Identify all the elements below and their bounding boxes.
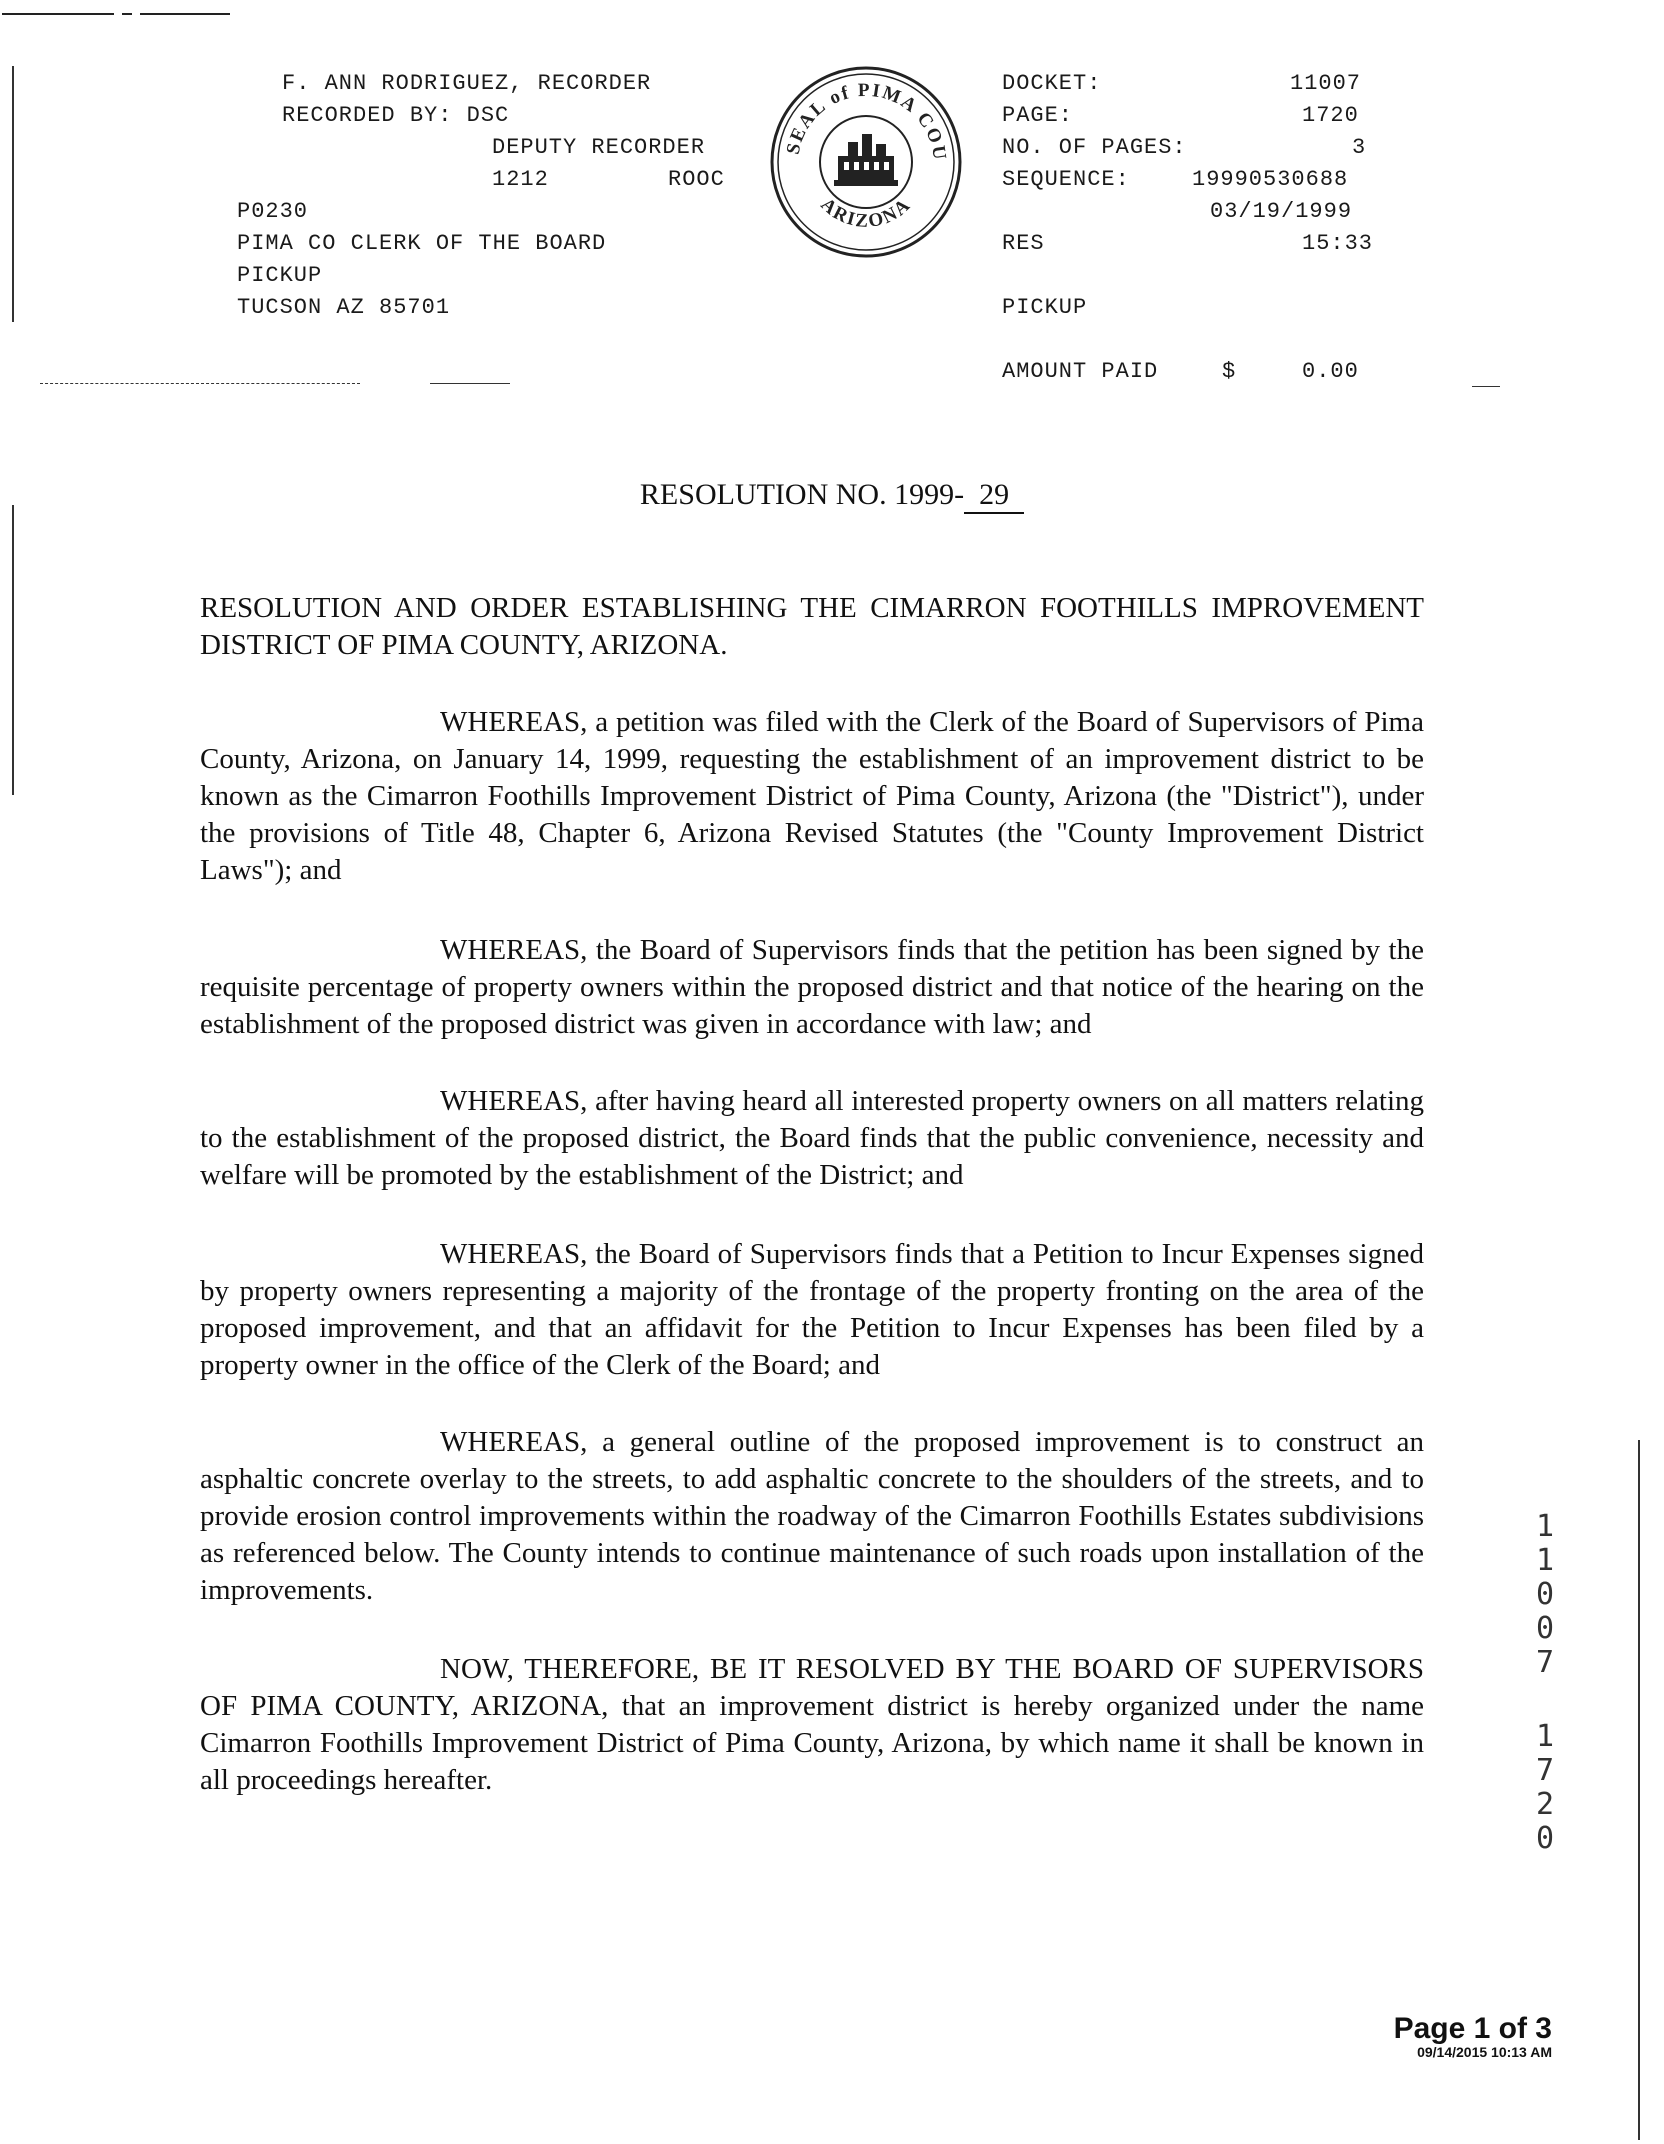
right-edge-line xyxy=(1638,1440,1640,2140)
recording-date: 03/19/1999 xyxy=(1210,199,1353,224)
page-label: PAGE: xyxy=(1002,103,1074,128)
account-code: P0230 xyxy=(237,199,309,224)
whereas-paragraph-3: WHEREAS, after having heard all interested property owners on all matters relating to the establishment of the proposed district, the Board finds that the public convenience, necessity and welfare will be promoted by the establishment of the District; and xyxy=(200,1085,1424,1191)
whereas-paragraph-1: WHEREAS, a petition was filed with the Clerk of the Board of Supervisors of Pima County, Arizona, on January 14, 1999, requesting the establishment of an improvement district to be known as the Cimarron Foothills Improvement District of Pima County, Arizona (the "District"), under the provisions of Title 48, Chapter 6, Arizona Revised Statutes (the "County Improvement District Laws"); and xyxy=(200,706,1424,886)
stamp-gap xyxy=(1532,1680,1558,1720)
page-indicator: Page 1 of 3 xyxy=(1393,2012,1552,2045)
seal-top-text: SEAL of PIMA COU xyxy=(782,79,951,163)
county-seal-graphic xyxy=(768,64,964,260)
recorder-name: F. ANN RODRIGUEZ, RECORDER xyxy=(282,71,652,96)
sequence-value: 19990530688 xyxy=(1192,167,1349,192)
seal-bottom-text: ARIZONA xyxy=(816,194,916,233)
doc-type: RES xyxy=(1002,231,1045,256)
margin-docket-stamp xyxy=(1532,1510,1558,1856)
resolved-paragraph: NOW, THEREFORE, BE IT RESOLVED BY THE BOARD OF SUPERVISORS OF PIMA COUNTY, ARIZONA, that an improvement district is hereby organized under the name Cimarron Foothills Improvement District of Pima County, Arizona, by which name it shall be known in all proceedings hereafter. xyxy=(200,1653,1424,1796)
page-footer xyxy=(1394,2012,1552,2060)
header-separator-2 xyxy=(430,383,510,384)
stamp-digit: 7 xyxy=(1535,1753,1555,1788)
deputy-code: ROOC xyxy=(668,167,725,192)
page-value: 1720 xyxy=(1302,103,1359,128)
svg-text:ARIZONA xyxy=(817,194,916,232)
whereas-paragraph-5: WHEREAS, a general outline of the proposed improvement is to construct an asphaltic concrete overlay to the streets, to add asphaltic concrete to the shoulders of the streets, and to provide erosion control improvements within the roadway of the Cimarron Foothills Estates subdivisions as referenced below. The County intends to continue maintenance of such roads upon installation of the improvements. xyxy=(200,1426,1424,1606)
resolution-number-prefix: RESOLUTION NO. 1999- xyxy=(639,478,965,511)
pages-label: NO. OF PAGES: xyxy=(1002,135,1187,160)
county-seal-icon xyxy=(768,64,964,260)
header-separator-3 xyxy=(1472,386,1500,387)
addressee: PIMA CO CLERK OF THE BOARD xyxy=(237,231,607,256)
stamp-digit: 1 xyxy=(1535,1543,1555,1578)
resolution-title: RESOLUTION AND ORDER ESTABLISHING THE CIMARRON FOOTHILLS IMPROVEMENT DISTRICT OF PIMA COUNTY, ARIZONA. xyxy=(200,592,1424,661)
svg-text:THE SEAL of PIMA COUNTY xyxy=(768,64,950,163)
top-left-rule xyxy=(2,13,114,15)
docket-label: DOCKET: xyxy=(1002,71,1102,96)
top-left-rule-dash xyxy=(122,13,132,15)
stamp-digit: 2 xyxy=(1535,1787,1555,1822)
delivery-method: PICKUP xyxy=(237,263,323,288)
header-separator xyxy=(40,383,360,384)
stamp-digit: 1 xyxy=(1535,1509,1555,1544)
deputy-recorder: DEPUTY RECORDER xyxy=(492,135,706,160)
whereas-paragraph-2: WHEREAS, the Board of Supervisors finds that the petition has been signed by the requisite percentage of property owners within the proposed district and that notice of the hearing on the establishment of the proposed district was given in accordance with law; and xyxy=(200,934,1424,1040)
stamp-digit: 0 xyxy=(1535,1577,1555,1612)
docket-value: 11007 xyxy=(1290,71,1362,96)
whereas-paragraph-4: WHEREAS, the Board of Supervisors finds that a Petition to Incur Expenses signed by property owners representing a majority of the frontage of the property fronting on the area of the proposed improvement, and that an affidavit for the Petition to Incur Expenses has been filed by a property owner in the office of the Clerk of the Board; and xyxy=(200,1238,1424,1381)
resolution-number-value: 29 xyxy=(964,478,1024,514)
currency-symbol: $ xyxy=(1222,359,1237,384)
recorded-by: RECORDED BY: DSC xyxy=(282,103,510,128)
deputy-id: 1212 xyxy=(492,167,549,192)
stamp-digit: 1 xyxy=(1535,1719,1555,1754)
left-edge-line xyxy=(12,66,14,322)
stamp-digit: 0 xyxy=(1535,1611,1555,1646)
pages-value: 3 xyxy=(1352,135,1367,160)
print-timestamp: 09/14/2015 10:13 AM xyxy=(1417,2044,1552,2060)
amount-value: 0.00 xyxy=(1302,359,1359,384)
resolution-number xyxy=(0,478,1664,514)
recording-time: 15:33 xyxy=(1302,231,1374,256)
stamp-digit: 0 xyxy=(1535,1821,1555,1856)
stamp-digit: 7 xyxy=(1535,1645,1555,1680)
left-edge-line-2 xyxy=(12,505,14,795)
top-left-rule-2 xyxy=(140,13,230,15)
city-state-zip: TUCSON AZ 85701 xyxy=(237,295,451,320)
delivery-method-right: PICKUP xyxy=(1002,295,1088,320)
amount-label: AMOUNT PAID xyxy=(1002,359,1159,384)
sequence-label: SEQUENCE: xyxy=(1002,167,1130,192)
